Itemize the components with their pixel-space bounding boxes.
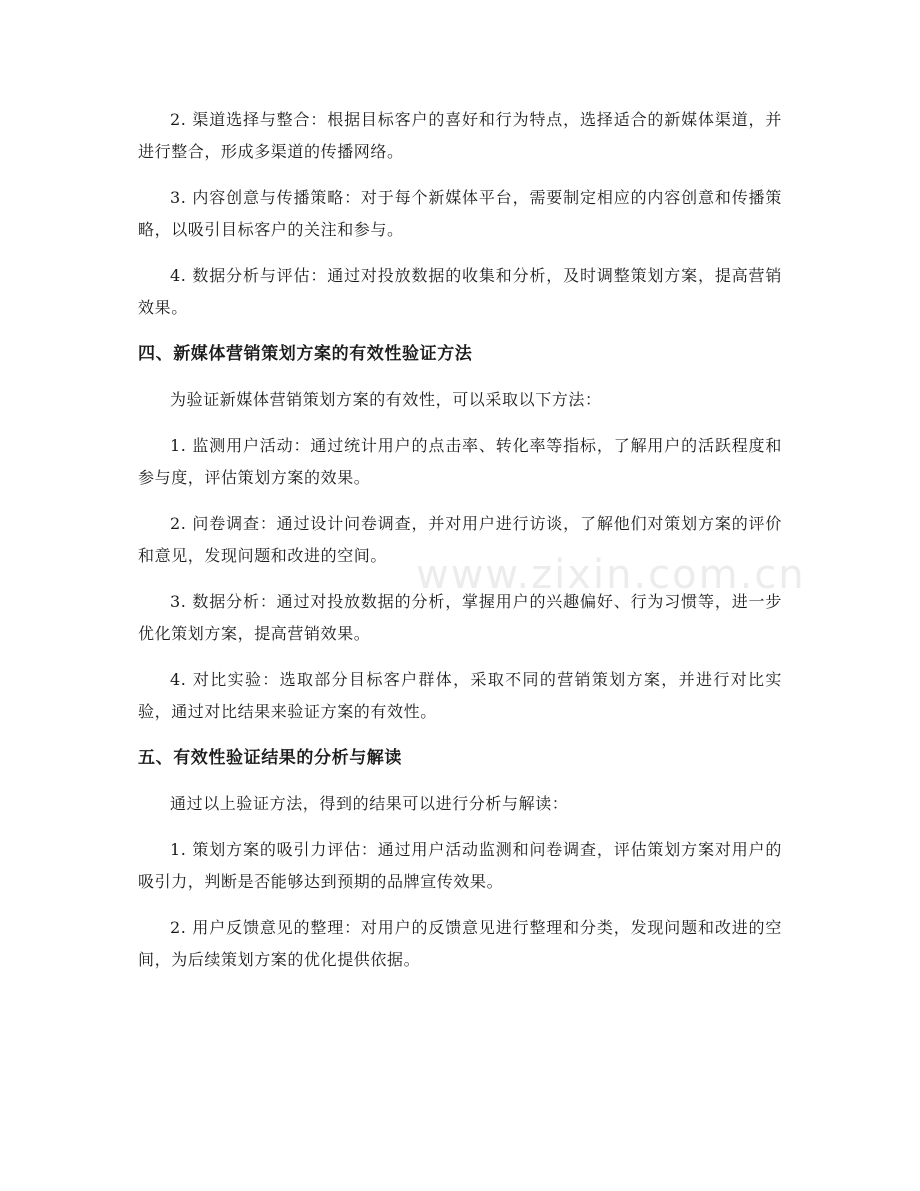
- document-body: [138, 104, 782, 990]
- section-heading-4: 四、新媒体营销策划方案的有效性验证方法: [138, 344, 473, 364]
- paragraph-attractiveness-evaluation: 1. 策划方案的吸引力评估：通过用户活动监测和问卷调查，评估策划方案对用户的吸引力，判断是否能够达到预期的品牌宣传效果。: [138, 840, 782, 891]
- paragraph-results-intro: 通过以上验证方法，得到的结果可以进行分析与解读：: [170, 794, 569, 813]
- paragraph-data-analysis: 3. 数据分析：通过对投放数据的分析，掌握用户的兴趣偏好、行为习惯等，进一步优化策划方案，提高营销效果。: [138, 592, 782, 643]
- paragraph-monitor-users: 1. 监测用户活动：通过统计用户的点击率、转化率等指标，了解用户的活跃程度和参与度，评估策划方案的效果。: [138, 436, 782, 487]
- paragraph-feedback-organization: 2. 用户反馈意见的整理：对用户的反馈意见进行整理和分类，发现问题和改进的空间，为后续策划方案的优化提供依据。: [138, 918, 782, 969]
- paragraph-survey: 2. 问卷调查：通过设计问卷调查，并对用户进行访谈，了解他们对策划方案的评价和意见，发现问题和改进的空间。: [138, 514, 782, 565]
- paragraph-channel-selection: 2. 渠道选择与整合：根据目标客户的喜好和行为特点，选择适合的新媒体渠道，并进行整合，形成多渠道的传播网络。: [138, 110, 782, 161]
- paragraph-verification-intro: 为验证新媒体营销策划方案的有效性，可以采取以下方法：: [170, 390, 602, 409]
- paragraph-data-analysis-evaluation: 4. 数据分析与评估：通过对投放数据的收集和分析，及时调整策划方案，提高营销效果。: [138, 266, 782, 317]
- watermark: www.zixin.com.cn: [416, 552, 806, 598]
- section-heading-5: 五、有效性验证结果的分析与解读: [138, 748, 402, 768]
- paragraph-content-strategy: 3. 内容创意与传播策略：对于每个新媒体平台，需要制定相应的内容创意和传播策略，以吸引目标客户的关注和参与。: [138, 188, 782, 239]
- paragraph-comparison-experiment: 4. 对比实验：选取部分目标客户群体，采取不同的营销策划方案，并进行对比实验，通过对比结果来验证方案的有效性。: [138, 670, 782, 721]
